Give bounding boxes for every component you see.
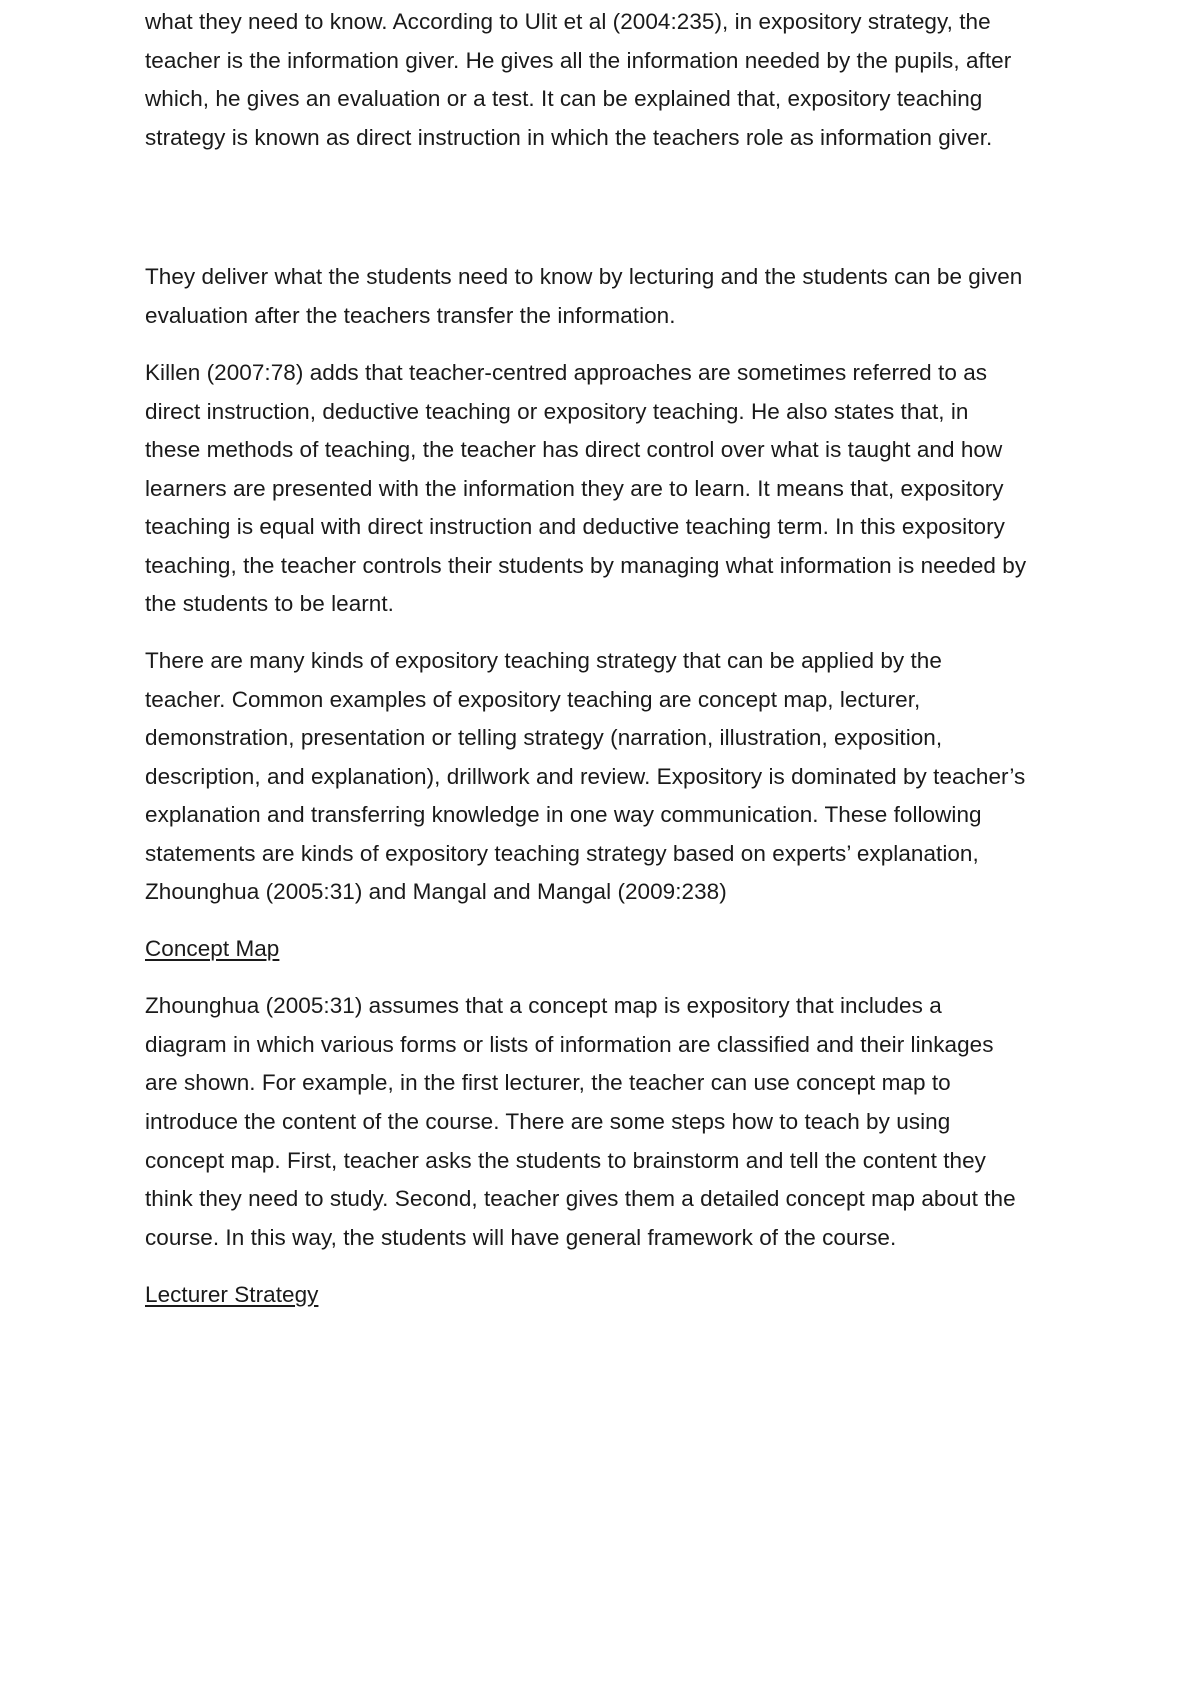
text-line: are shown. For example, in the first lecturer, the teacher can use concept map to xyxy=(145,1070,951,1095)
text-line: demonstration, presentation or telling strategy (narration, illustration, exposition, xyxy=(145,725,943,750)
text-line: They deliver what the students need to know by lecturing and the students can be given xyxy=(145,264,1023,289)
text-line: strategy is known as direct instruction in which the teachers role as information giver. xyxy=(145,125,993,150)
text-line: think they need to study. Second, teacher gives them a detailed concept map about the xyxy=(145,1186,1016,1211)
text-line: teacher. Common examples of expository teaching are concept map, lecturer, xyxy=(145,687,921,712)
section-heading-concept-map: Concept Map xyxy=(145,936,280,961)
text-line: There are many kinds of expository teaching strategy that can be applied by the xyxy=(145,648,942,673)
text-line: teacher is the information giver. He gives all the information needed by the pupils, after xyxy=(145,48,1012,73)
text-line: concept map. First, teacher asks the students to brainstorm and tell the content they xyxy=(145,1148,986,1173)
text-line: direct instruction, deductive teaching or expository teaching. He also states that, in xyxy=(145,399,969,424)
text-line: Zhounghua (2005:31) and Mangal and Mangal (2009:238) xyxy=(145,879,727,904)
text-line: statements are kinds of expository teaching strategy based on experts’ explanation, xyxy=(145,841,979,866)
section-heading-lecturer-strategy: Lecturer Strategy xyxy=(145,1282,319,1307)
text-line: which, he gives an evaluation or a test. It can be explained that, expository teaching xyxy=(145,86,983,111)
text-line: Killen (2007:78) adds that teacher-centred approaches are sometimes referred to as xyxy=(145,360,988,385)
text-line: the students to be learnt. xyxy=(145,591,394,616)
text-line: learners are presented with the information they are to learn. It means that, expository xyxy=(145,476,1004,501)
text-line: introduce the content of the course. There are some steps how to teach by using xyxy=(145,1109,951,1134)
text-line: teaching is equal with direct instruction and deductive teaching term. In this expository xyxy=(145,514,1005,539)
text-line: evaluation after the teachers transfer the information. xyxy=(145,303,676,328)
text-line: course. In this way, the students will have general framework of the course. xyxy=(145,1225,897,1250)
text-line: diagram in which various forms or lists of information are classified and their linkages xyxy=(145,1032,994,1057)
text-line: these methods of teaching, the teacher has direct control over what is taught and how xyxy=(145,437,1003,462)
text-line: Zhounghua (2005:31) assumes that a concept map is expository that includes a xyxy=(145,993,942,1018)
text-line: explanation and transferring knowledge in one way communication. These following xyxy=(145,802,982,827)
text-line: description, and explanation), drillwork and review. Expository is dominated by teacher’s xyxy=(145,764,1026,789)
text-line: teaching, the teacher controls their students by managing what information is needed by xyxy=(145,553,1027,578)
text-line: what they need to know. According to Ulit et al (2004:235), in expository strategy, the xyxy=(145,9,991,34)
